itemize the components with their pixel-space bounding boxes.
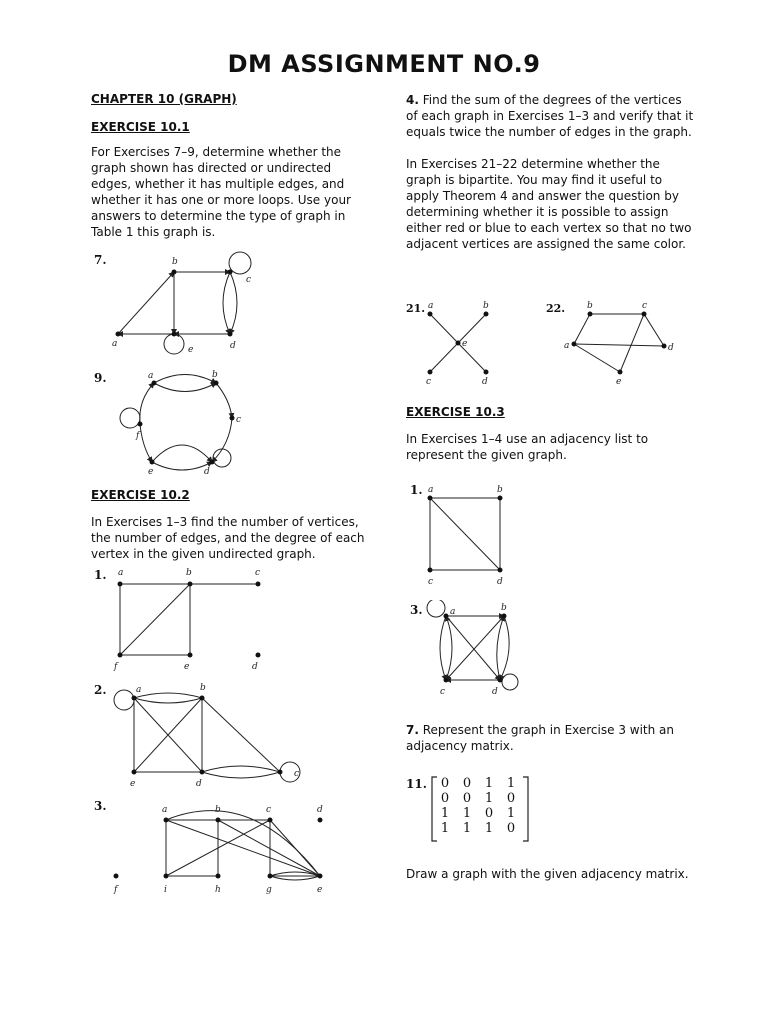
- vertex-label-b: b: [483, 301, 489, 311]
- exercise-10-3-text: In Exercises 1–4 use an adjacency list to represent the given graph.: [406, 432, 649, 462]
- exercise-10-2-heading: EXERCISE 10.2: [91, 488, 190, 502]
- vertex-label-d: d: [317, 805, 323, 815]
- vertex-label-a: a: [148, 371, 154, 381]
- matrix-cell: 1: [484, 776, 494, 791]
- question-7-text: Represent the graph in Exercise 3 with an adjacency matrix.: [406, 723, 674, 753]
- matrix-cell: 1: [506, 806, 516, 821]
- matrix-cell: 0: [462, 776, 472, 791]
- graph-figure-10-3-1: [408, 480, 518, 590]
- figure-22-number: 22.: [546, 302, 566, 315]
- question-7-block: [406, 722, 696, 754]
- question-7: [406, 722, 696, 754]
- figure-9-number: 9.: [94, 371, 107, 385]
- vertex-label-a: a: [564, 341, 570, 351]
- vertex-label-d: d: [196, 779, 202, 789]
- vertex-label-b: b: [186, 568, 192, 578]
- vertex-label-b: b: [200, 683, 206, 693]
- vertex-label-a: a: [450, 607, 456, 617]
- vertex-label-e: e: [616, 377, 622, 387]
- matrix-cell: 0: [440, 776, 450, 791]
- vertex-label-d: d: [482, 377, 488, 387]
- vertex-label-i: i: [164, 885, 167, 895]
- vertex-label-f: f: [136, 431, 140, 441]
- vertex-label-c: c: [236, 415, 242, 425]
- adjacency-matrix: [434, 776, 522, 836]
- matrix-cell: 0: [440, 791, 450, 806]
- left-column: [91, 92, 366, 240]
- right-column: [406, 92, 696, 252]
- vertex-label-c: c: [428, 577, 434, 587]
- vertex-label-e: e: [184, 662, 190, 672]
- vertex-label-a: a: [118, 568, 124, 578]
- vertex-label-h: h: [215, 885, 221, 895]
- vertex-label-d: d: [230, 341, 236, 351]
- matrix-cell: 1: [462, 806, 472, 821]
- vertex-label-f: f: [114, 885, 118, 895]
- vertex-label-c: c: [246, 275, 252, 285]
- figure-2-number: 2.: [94, 683, 107, 697]
- vertex-label-e: e: [317, 885, 323, 895]
- vertex-label-b: b: [172, 257, 178, 267]
- matrix-cell: 0: [484, 806, 494, 821]
- page-title: DM ASSIGNMENT NO.9: [227, 50, 541, 78]
- graph-figure-9: [90, 366, 270, 478]
- question-4-text: Find the sum of the degrees of the vertices of each graph in Exercises 1–3 and verify that it equals twice the number of edges in the graph.: [406, 93, 694, 139]
- matrix-left-bracket: [430, 776, 438, 842]
- exercise-10-2-text: In Exercises 1–3 find the number of vertices, the number of edges, and the degree of each vertex in the given undirected graph.: [91, 515, 365, 561]
- matrix-cell: 1: [484, 821, 494, 836]
- matrix-cell: 1: [462, 821, 472, 836]
- matrix-cell: 1: [484, 791, 494, 806]
- question-7-number: 7.: [406, 723, 419, 737]
- vertex-label-d: d: [204, 467, 210, 477]
- figure-7-number: 7.: [94, 253, 107, 267]
- matrix-right-bracket: [522, 776, 530, 842]
- vertex-label-g: g: [266, 885, 272, 895]
- vertex-label-b: b: [212, 370, 218, 380]
- vertex-label-b: b: [215, 805, 221, 815]
- graph-figure-10-3-3: [408, 600, 538, 702]
- graph-figure-7: [90, 248, 270, 358]
- figure-3-number: 3.: [94, 799, 107, 813]
- matrix-cell: 0: [506, 821, 516, 836]
- draw-graph-block: [406, 866, 696, 882]
- vertex-label-d: d: [497, 577, 503, 587]
- graph-figure-22: [544, 298, 694, 390]
- graph-figure-21: [404, 298, 514, 390]
- figure-10-3-3-number: 3.: [410, 603, 423, 617]
- vertex-label-b: b: [501, 603, 507, 613]
- vertex-label-d: d: [492, 687, 498, 697]
- figure-1-number: 1.: [94, 568, 107, 582]
- vertex-label-c: c: [294, 769, 300, 779]
- matrix-cell: 1: [440, 821, 450, 836]
- matrix-row: [434, 806, 522, 821]
- matrix-cell: 1: [440, 806, 450, 821]
- vertex-label-c: c: [255, 568, 261, 578]
- vertex-label-a: a: [136, 685, 142, 695]
- vertex-label-a: a: [162, 805, 168, 815]
- vertex-label-b: b: [587, 301, 593, 311]
- bipartite-text: In Exercises 21–22 determine whether the graph is bipartite. You may find it useful to apply Theorem 4 and answer the question by determining whether it is possible to assign either red or blue to each vertex so that no two adjacent vertices are assigned the same color.: [406, 157, 692, 251]
- vertex-label-e: e: [148, 467, 154, 477]
- vertex-label-a: a: [112, 339, 118, 349]
- graph-figure-10-2-1: [90, 565, 280, 677]
- vertex-label-c: c: [440, 687, 446, 697]
- vertex-label-c: c: [642, 301, 648, 311]
- matrix-row: [434, 821, 522, 836]
- question-4-number: 4.: [406, 93, 419, 107]
- exercise-10-2-block: [91, 488, 366, 562]
- chapter-heading: CHAPTER 10 (GRAPH): [91, 92, 237, 106]
- vertex-label-f: f: [114, 662, 118, 672]
- figure-10-3-1-number: 1.: [410, 483, 423, 497]
- exercise-10-3-block: [406, 405, 696, 463]
- exercise-10-1-text: For Exercises 7–9, determine whether the graph shown has directed or undirected edges, whether it has multiple edges, and whether it has one or more loops. Use your answers to determine the type of graph in Table 1 this graph is.: [91, 145, 351, 239]
- exercise-10-3-heading: EXERCISE 10.3: [406, 405, 505, 419]
- matrix-cell: 0: [506, 791, 516, 806]
- vertex-label-c: c: [266, 805, 272, 815]
- graph-figure-10-2-2: [90, 680, 310, 792]
- vertex-label-e: e: [462, 339, 468, 349]
- vertex-label-a: a: [428, 301, 434, 311]
- vertex-label-e: e: [188, 345, 194, 355]
- figure-21-number: 21.: [406, 302, 426, 315]
- vertex-label-a: a: [428, 485, 434, 495]
- vertex-label-d: d: [668, 343, 674, 353]
- graph-figure-10-2-3: [90, 796, 340, 908]
- vertex-label-c: c: [426, 377, 432, 387]
- vertex-label-e: e: [130, 779, 136, 789]
- matrix-row: [434, 791, 522, 806]
- exercise-10-1-heading: EXERCISE 10.1: [91, 120, 190, 134]
- matrix-cell: 0: [462, 791, 472, 806]
- vertex-label-d: d: [252, 662, 258, 672]
- question-4: [406, 92, 696, 140]
- draw-graph-text: Draw a graph with the given adjacency matrix.: [406, 867, 689, 881]
- matrix-cell: 1: [506, 776, 516, 791]
- matrix-row: [434, 776, 522, 791]
- matrix-table: [434, 776, 522, 836]
- question-11-number: 11.: [406, 777, 427, 791]
- vertex-label-b: b: [497, 485, 503, 495]
